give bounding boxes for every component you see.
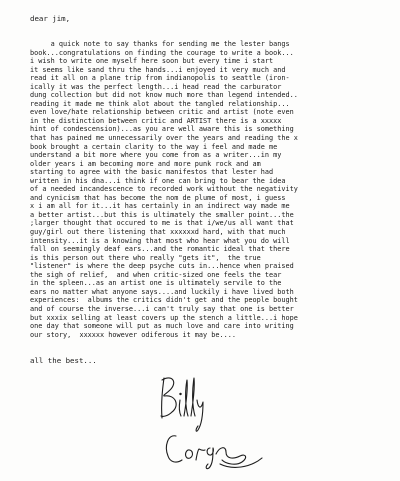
letter-line: our story, xxxxxx however odiferous it may be.... bbox=[30, 330, 237, 339]
letter-line: read it all on a plane trip from indianopolis to seattle (iron- bbox=[30, 74, 290, 83]
letter-line: the sigh of relief, and when critic-sized one feels the tear bbox=[30, 270, 282, 279]
letter-line: starting to agree with the basic manifestos that lester had bbox=[30, 168, 274, 177]
letter-line: older years i am becoming more and more punk rock and am bbox=[30, 159, 261, 168]
letter-line: in the distinction between critic and ARTIST there is a xxxxx bbox=[30, 116, 282, 125]
letter-line: written in his dna...i think if one can bring to bear the idea bbox=[30, 176, 286, 185]
letter-line: a quick note to say thanks for sending me the lester bangs bbox=[30, 40, 290, 48]
letter-line: understand a bit more where you come from as a writer...in my bbox=[30, 151, 282, 160]
letter-line: of a needed incandescence to recorded work without the negativity bbox=[30, 185, 298, 194]
letter-line: and of course the inverse...i can't truly say that one is better bbox=[30, 304, 294, 313]
letter-line: is this person out there who really "gets it", the true bbox=[30, 253, 261, 262]
letter-line: that has pained me unnecessarily over the years and reading the x bbox=[30, 134, 298, 143]
letter-line: intensity...it is a knowing that most who hear what you do will bbox=[30, 236, 290, 245]
letter-line: fall on seemingly deaf ears...and the romantic ideal that there bbox=[30, 245, 290, 254]
letter-line: i wish to write one myself here soon but every time i start bbox=[30, 57, 274, 66]
salutation: dear jim, bbox=[30, 14, 71, 23]
letter-line: hint of condescension)...as you are well aware this is something bbox=[30, 125, 294, 134]
letter-line: dung collection but did not know much more than legend intended.. bbox=[30, 91, 298, 100]
letter-line: ears no matter what anyone says....and luckily i have lived both bbox=[30, 287, 294, 296]
letter-line: one day that someone will put as much love and care into writing bbox=[30, 322, 294, 331]
letter-line: a better artist...but this is ultimately the smaller point...the bbox=[30, 210, 294, 219]
letter-line: "listener" is where the deep psyche cuts in...hence when praised bbox=[30, 262, 294, 271]
letter-line: guy/girl out there listening that xxxxxxd hard, with that much bbox=[30, 228, 286, 237]
letter-line: in the spleen...as an artist one is ultimately servile to the bbox=[30, 279, 282, 288]
letter-line: reading it made me think alot about the tangled relationship... bbox=[30, 99, 290, 108]
letter-line: book...congratulations on finding the courage to write a book... bbox=[30, 48, 294, 57]
letter-line: and cynicism that has become the nom de plume of most, i guess bbox=[30, 193, 286, 202]
letter-line: ;larger thought that occured to me is that i/we/us all want that bbox=[30, 219, 294, 228]
handwritten-signature bbox=[150, 372, 280, 477]
letter-line: ically it was the perfect length...i head read the carburator bbox=[30, 82, 282, 91]
letter-line: even love/hate relationship between critic and artist (note even bbox=[30, 108, 294, 117]
closing: all the best... bbox=[30, 356, 97, 365]
letter-body bbox=[30, 40, 400, 339]
letter-line: book brought a certain clarity to the way i feel and made me bbox=[30, 142, 278, 151]
letter-line: x i am all for it...it has certainly in an indirect way made me bbox=[30, 202, 290, 211]
letter-line: it seems like sand thru the hands...i enjoyed it very much and bbox=[30, 65, 286, 74]
letter-line: but xxxix selling at least covers up the stench a little...i hope bbox=[30, 313, 298, 322]
letter-line: experiences: albums the critics didn't get and the people bought bbox=[30, 296, 298, 305]
